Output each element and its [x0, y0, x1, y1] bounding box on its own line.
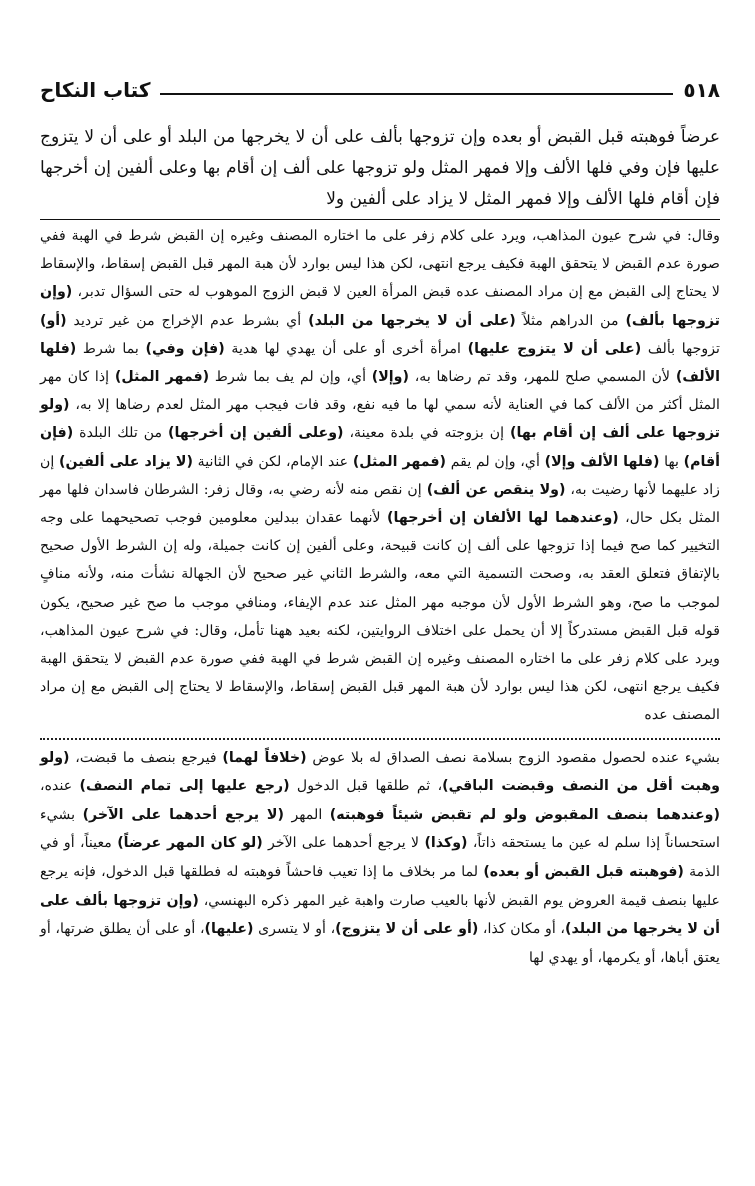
bold-phrase: (وإلا) — [371, 369, 409, 386]
bold-phrase: (فوهبته قبل القبض أو بعده) — [483, 864, 684, 881]
bold-phrase: (لا يزاد على ألفين) — [59, 453, 193, 470]
text-run: لما مر بخلاف ما إذا تعيب فاحشاً فوهبته له فطلقها قبل الدخول، فإنه يرجع عليها بنصف قيمة العروض يوم القبض لأنها بالعيب صارت واهبة غير المهر ذكره البهنسي، — [40, 864, 721, 909]
text-run: لأنهما عقدان ببدلين معلومين فوجب تصحيحهما على وجه التخيير كما صح فيما إذا تزوجها على ألف إن كانت قبيحة، وعلى ألفين إن كانت جميلة، وله إن الشرط الأول صحيح بالإتفاق فتعلق العقد به، وصحت التسمية التي معه، والشرط الثاني غير صحيح لأن الجهالة نشأت منه، ولأنه منافٍ لموجب ما صح، وهو الشرط الأول لأن موجبه مهر المثل عند عدم الإيفاء، ومنافي موجب ما صح غير صحيح، يكون قوله قبل القبض مستدركاً إلا أن يحمل على اختلاف الروايتين، لكنه بعيد ههنا تأمل، وقال: في شرح عيون المذاهب، ويرد على كلام زفر على ما اختاره المصنف وغيره إن القبض شرط في الهبة ففي صورة عدم القبض لا يتحقق الهبة فكيف يرجع انتهى، لكن هذا ليس بوارد لأن هبة المهر قبل القبض إسقاط، والإسقاط لا يحتاج إلى القبض مع إن مراد المصنف عده — [40, 510, 720, 724]
bold-phrase: (وعلى ألفين إن أخرجها) — [168, 425, 344, 442]
text-run: أي بشرط عدم الإخراج من غير ترديد — [66, 312, 309, 329]
bold-phrase: (وعندهما لها الألفان إن أخرجها) — [387, 510, 619, 527]
bold-phrase: (عليها) — [204, 921, 254, 938]
bold-phrase: (فمهر المثل) — [114, 369, 210, 386]
text-run: من تلك البلدة — [73, 425, 169, 442]
text-run: المهر — [283, 806, 330, 823]
bold-phrase: (وإن تزوجها بألف) — [40, 284, 720, 329]
sharh-commentary — [40, 222, 720, 730]
running-title: كتاب النكاح — [40, 78, 151, 102]
text-run: ، ثم طلقها قبل الدخول — [289, 778, 443, 795]
bold-phrase: (على أن لا يتزوج عليها) — [467, 340, 642, 357]
bold-phrase: (لو كان المهر عرضاً) — [117, 835, 263, 852]
bold-phrase: (ولو تزوجها على ألف إن أقام بها) — [40, 397, 720, 442]
text-run: بها — [659, 453, 684, 470]
text-run: بما شرط — [76, 340, 146, 357]
text-run: ، أو على أن يطلق ضرتها، أو يعتق أباها، أو يكرمها، أو يهدي لها — [40, 921, 720, 966]
text-run: إن بزوجته في بلدة معينة، — [343, 425, 511, 442]
text-run: ، أو لا يتسرى — [253, 921, 336, 938]
footnote-paragraph — [40, 744, 720, 973]
bold-phrase: (وإن تزوجها بألف على أن لا يخرجها من البلد) — [40, 892, 720, 938]
text-run: وقال: في شرح عيون المذاهب، ويرد على كلام زفر على ما اختاره المصنف وغيره إن القبض شرط في الهبة ففي صورة عدم القبض لا يتحقق الهبة فكيف يرجع انتهى، لكن هذا ليس بوارد لأن هبة المهر قبل القبض إسقاط، والإسقاط لا يحتاج إلى القبض مع إن مراد المصنف عده قبض المرأة العين لا قبض الزوج الموهوب له حتى السؤال تدبر، — [40, 228, 720, 301]
text-run: بشيء عنده لحصول مقصود الزوج بسلامة نصف الصداق له بلا عوض — [306, 749, 720, 766]
bold-phrase: (أو) — [40, 312, 67, 329]
text-run: إذا كان مهر المثل أكثر من الألف كما في العناية لأنه سمي لها ما فيه نفع، وقد فات فيجب مهر المثل لعدم رضاها إلا به، — [40, 369, 720, 414]
footnote-section — [40, 744, 720, 973]
bold-phrase: (وكذا) — [424, 835, 468, 852]
text-run: أي، وإن لم يف بما شرط — [209, 369, 372, 386]
text-run: فيرجع بنصف ما قبضت، — [69, 749, 223, 766]
matn-text — [40, 122, 720, 215]
matn-paragraph: عرضاً فوهبته قبل القبض أو بعده وإن تزوجها بألف على أن لا يخرجها من البلد أو على أن لا يتزوج عليها فإن وفي فلها الألف وإلا فمهر المثل ولو تزوجها على ألف إن أقام بها وعلى ألفين إن أخرجها فإن أقام فلها الألف وإلا فمهر المثل لا يزاد على ألفين ولا — [40, 127, 720, 209]
bold-phrase: (فإن وفي) — [145, 340, 225, 357]
text-run: عنده، — [40, 778, 80, 795]
page-header — [40, 70, 720, 110]
text-run: إن زاد عليهما لأنها رضيت به، — [40, 453, 720, 498]
book-page — [40, 70, 720, 972]
text-run: أي، وإن لم يقم — [446, 453, 545, 470]
text-run: بشيء استحساناً إذا سلم له عين ما يستحقه ذاتاً، — [40, 806, 720, 852]
text-run: من الدراهم مثلاً — [515, 312, 626, 329]
bold-phrase: (ولو وهبت أقل من النصف وقبضت الباقي) — [40, 749, 720, 795]
bold-phrase: (وعندهما بنصف المقبوض ولو لم تقبض شيئاً فوهبته) — [329, 806, 720, 823]
bold-phrase: (رجع عليها إلى تمام النصف) — [79, 778, 290, 795]
bold-phrase: (فلها الألف) — [40, 340, 720, 386]
bold-phrase: (لا يرجع أحدهما على الآخر) — [82, 806, 284, 823]
bold-phrase: (فإن أقام) — [40, 425, 720, 470]
bold-phrase: (فلها الألف وإلا) — [544, 453, 660, 470]
text-run: لا يرجع أحدهما على الآخر — [262, 835, 425, 852]
bold-phrase: (على أن لا يخرجها من البلد) — [308, 312, 516, 329]
footnote-separator — [40, 738, 720, 740]
header-rule — [160, 93, 673, 95]
text-run: امرأة أخرى أو على أن يهدي لها هدية — [224, 340, 468, 357]
text-run: عند الإمام، لكن في الثانية — [192, 453, 353, 470]
text-run: لأن المسمي صلح للمهر، وقد تم رضاها به، — [408, 369, 676, 386]
bold-phrase: (فمهر المثل) — [352, 453, 447, 470]
bold-phrase: (خلافاً لهما) — [222, 749, 307, 766]
text-run: تزوجها بألف — [641, 340, 720, 357]
text-run: معيناً، أو في الذمة — [40, 835, 720, 881]
text-run: إن نقص منه لأنه رضي به، وقال زفر: الشرطان فاسدان فلها مهر المثل بكل حال، — [40, 481, 720, 527]
page-number: ٥١٨ — [683, 78, 720, 102]
bold-phrase: (أو على أن لا يتزوج) — [335, 921, 479, 938]
text-run: ، أو مكان كذا، — [478, 921, 566, 938]
commentary-paragraph — [40, 222, 720, 730]
bold-phrase: (ولا ينقص عن ألف) — [426, 481, 566, 498]
matn-separator — [40, 219, 720, 220]
